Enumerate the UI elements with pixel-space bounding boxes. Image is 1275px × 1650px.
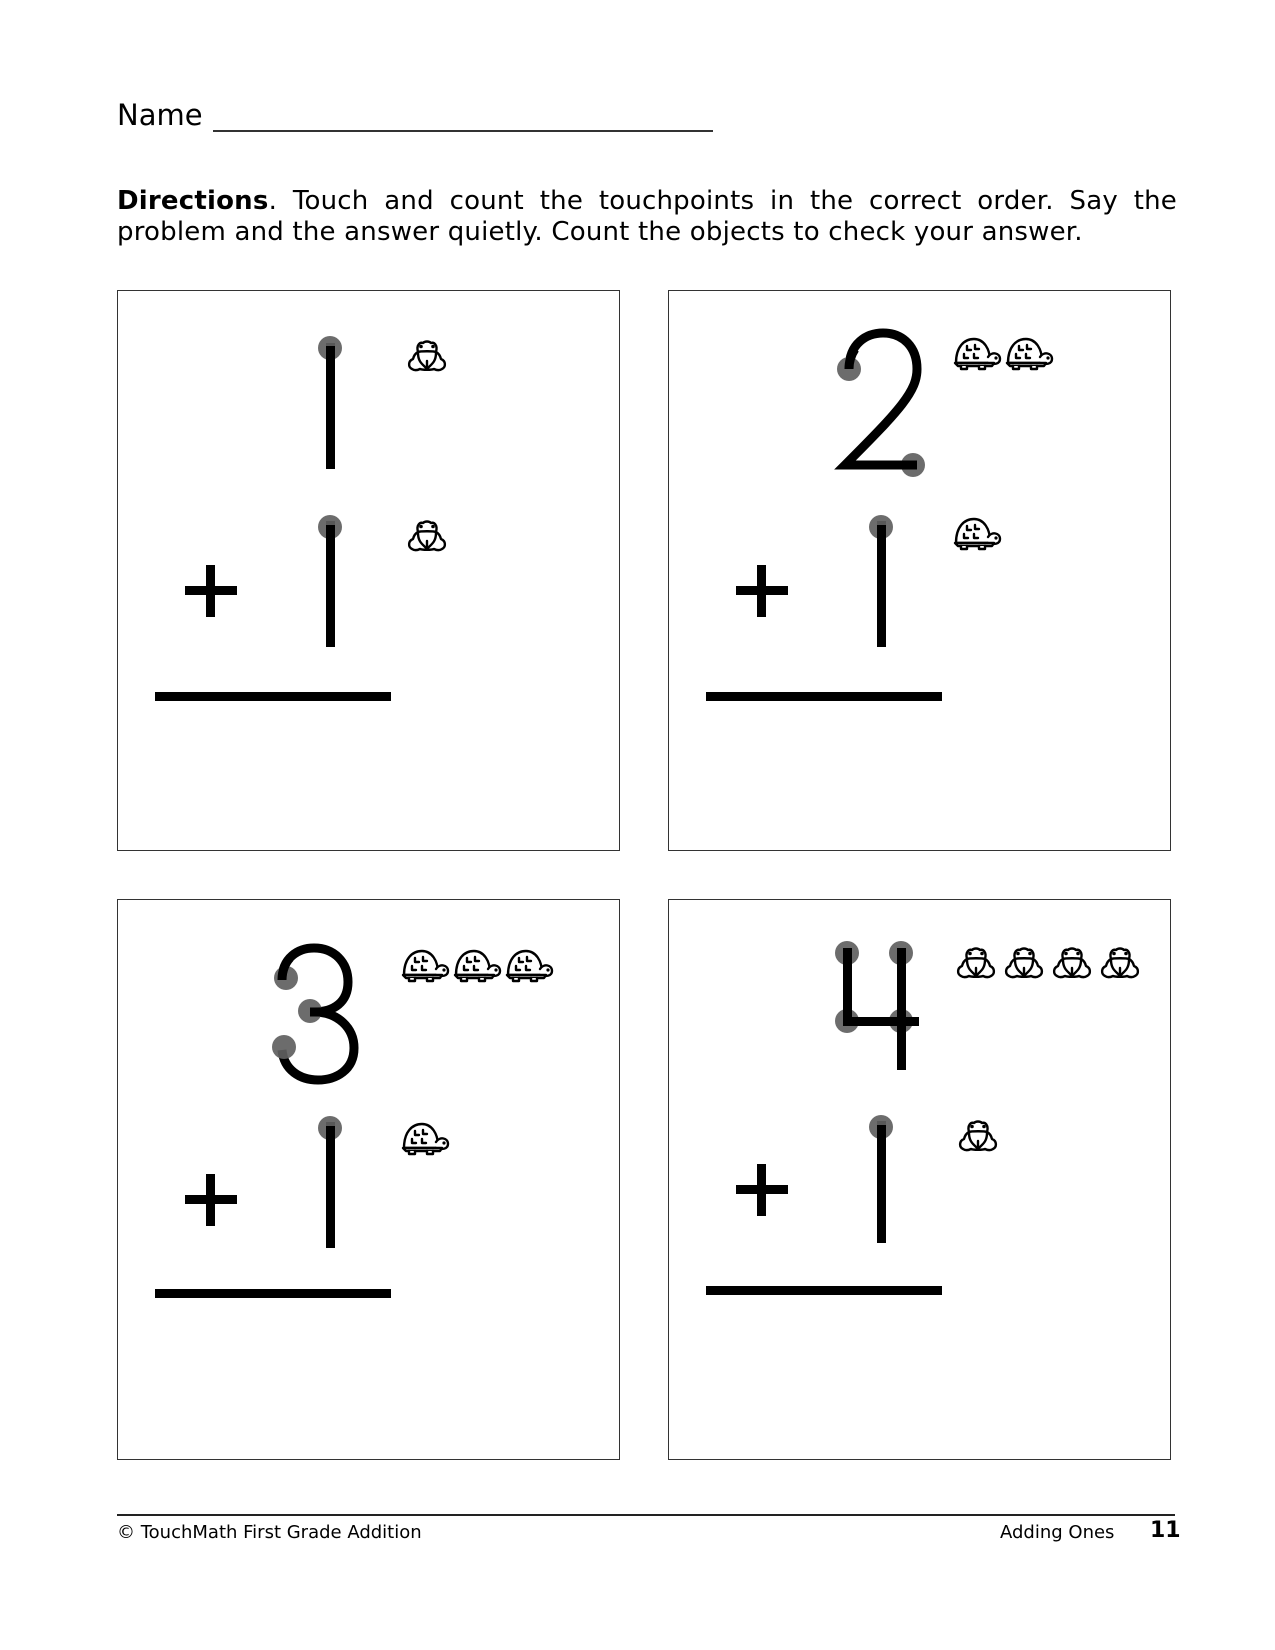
footer-divider [117, 1514, 1175, 1516]
digit-1-bottom [318, 1116, 342, 1248]
problem-panel-3 [117, 899, 620, 1460]
frog-icon [1102, 949, 1138, 978]
answer-line [155, 1289, 391, 1298]
plus-sign [736, 1164, 788, 1216]
problem-panel-1 [117, 290, 620, 851]
frog-icon [1054, 949, 1090, 978]
turtle-icon [403, 951, 448, 981]
digit-4-top [835, 941, 919, 1070]
frog-icon [409, 342, 445, 371]
name-row [117, 98, 713, 132]
digit-1-top [318, 336, 342, 469]
page-number: 11 [1150, 1518, 1181, 1543]
digit-3-top [272, 948, 354, 1080]
answer-line [706, 692, 942, 701]
digit-1-bottom [318, 515, 342, 647]
directions [117, 186, 1177, 248]
plus-sign [185, 565, 237, 617]
answer-line [706, 1286, 942, 1295]
digit-1-bottom [869, 1115, 893, 1243]
directions-text: . Touch and count the touchpoints in the correct order. Say the problem and the answer quietly. Count the objects to check your answer. [117, 186, 1177, 247]
turtle-icon [455, 951, 500, 981]
name-label: Name [117, 98, 203, 132]
digit-2-top [837, 333, 925, 477]
turtle-icon [507, 951, 552, 981]
footer-section: Adding Ones [1000, 1522, 1115, 1543]
directions-label: Directions [117, 186, 269, 216]
footer-copyright: © TouchMath First Grade Addition [117, 1522, 422, 1543]
plus-sign [185, 1174, 237, 1226]
turtle-icon [403, 1124, 448, 1154]
frog-icon [409, 522, 445, 551]
digit-1-bottom [869, 515, 893, 647]
turtle-icon [955, 519, 1000, 549]
frog-icon [960, 1122, 996, 1151]
plus-sign [736, 565, 788, 617]
name-field[interactable] [213, 104, 713, 132]
problem-panel-2 [668, 290, 1171, 851]
turtle-icon [955, 339, 1000, 369]
turtle-icon [1007, 339, 1052, 369]
answer-line [155, 692, 391, 701]
touchpoint [272, 1035, 296, 1059]
frog-icon [958, 949, 994, 978]
frog-icon [1006, 949, 1042, 978]
problem-panel-4 [668, 899, 1171, 1460]
